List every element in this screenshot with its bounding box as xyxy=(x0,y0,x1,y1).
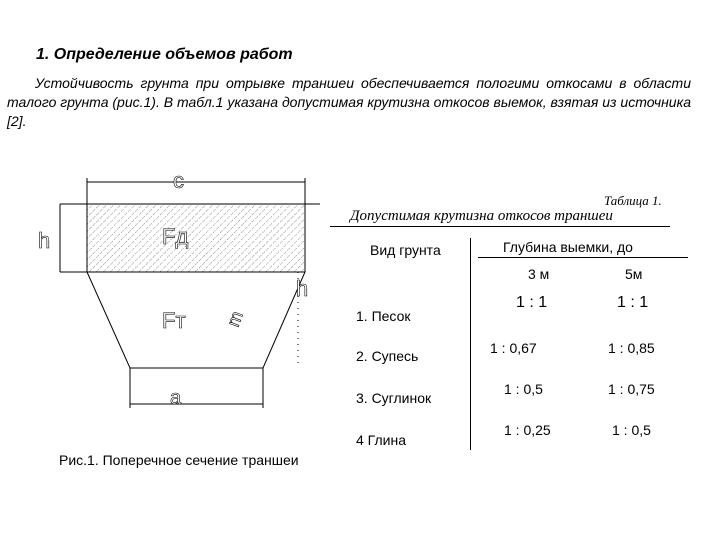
total-depth-label: h xyxy=(296,276,309,301)
table-header-divider xyxy=(478,257,688,258)
slope-value-5m: 1 : 0,5 xyxy=(612,422,651,438)
slope-value-5m: 1 : 1 xyxy=(617,294,649,311)
slope-label: m xyxy=(222,308,247,330)
upper-area-label: Fд xyxy=(162,224,189,249)
slope-table xyxy=(340,232,695,452)
soil-name: 1. Песок xyxy=(356,308,411,324)
slope-value-5m: 1 : 0,75 xyxy=(608,381,655,397)
table-divider xyxy=(470,238,471,450)
intro-paragraph: Устойчивость грунта при отрывке траншеи обеспечивается пологими откосами в области талого грунта (рис.1). В табл.1 указана допустимая крутизна откосов выемок, взятая из источника [2]. xyxy=(7,75,691,129)
soil-column-header: Вид грунта xyxy=(370,242,441,258)
slope-value-5m: 1 : 0,85 xyxy=(608,340,655,356)
figure-caption: Рис.1. Поперечное сечение траншеи xyxy=(59,452,299,468)
lower-area-label: Fт xyxy=(162,308,186,333)
depth-3m-header: 3 м xyxy=(528,266,550,282)
table-title-underline xyxy=(330,226,670,227)
slope-value-3m: 1 : 0,25 xyxy=(504,422,551,438)
slope-value-3m: 1 : 0,5 xyxy=(504,381,543,397)
section-heading: 1. Определение объемов работ xyxy=(36,46,293,63)
top-width-label: c xyxy=(173,168,184,193)
soil-name: 3. Суглинок xyxy=(356,390,432,406)
depth-5m-header: 5м xyxy=(625,266,643,282)
slope-value-3m: 1 : 1 xyxy=(516,294,548,311)
upper-hatched-area xyxy=(87,204,305,272)
slope-value-3m: 1 : 0,67 xyxy=(490,340,537,356)
bottom-width-label: a xyxy=(170,387,182,408)
table-number: Таблица 1. xyxy=(604,193,662,208)
soil-name: 4 Глина xyxy=(356,432,406,448)
table-title: Допустимая крутизна откосов траншеи xyxy=(350,208,613,224)
soil-name: 2. Супесь xyxy=(356,348,419,364)
upper-depth-label: h xyxy=(38,228,51,253)
depth-column-header: Глубина выемки, до xyxy=(503,239,633,255)
lower-trapezoid xyxy=(87,272,305,368)
trench-cross-section xyxy=(30,168,330,408)
